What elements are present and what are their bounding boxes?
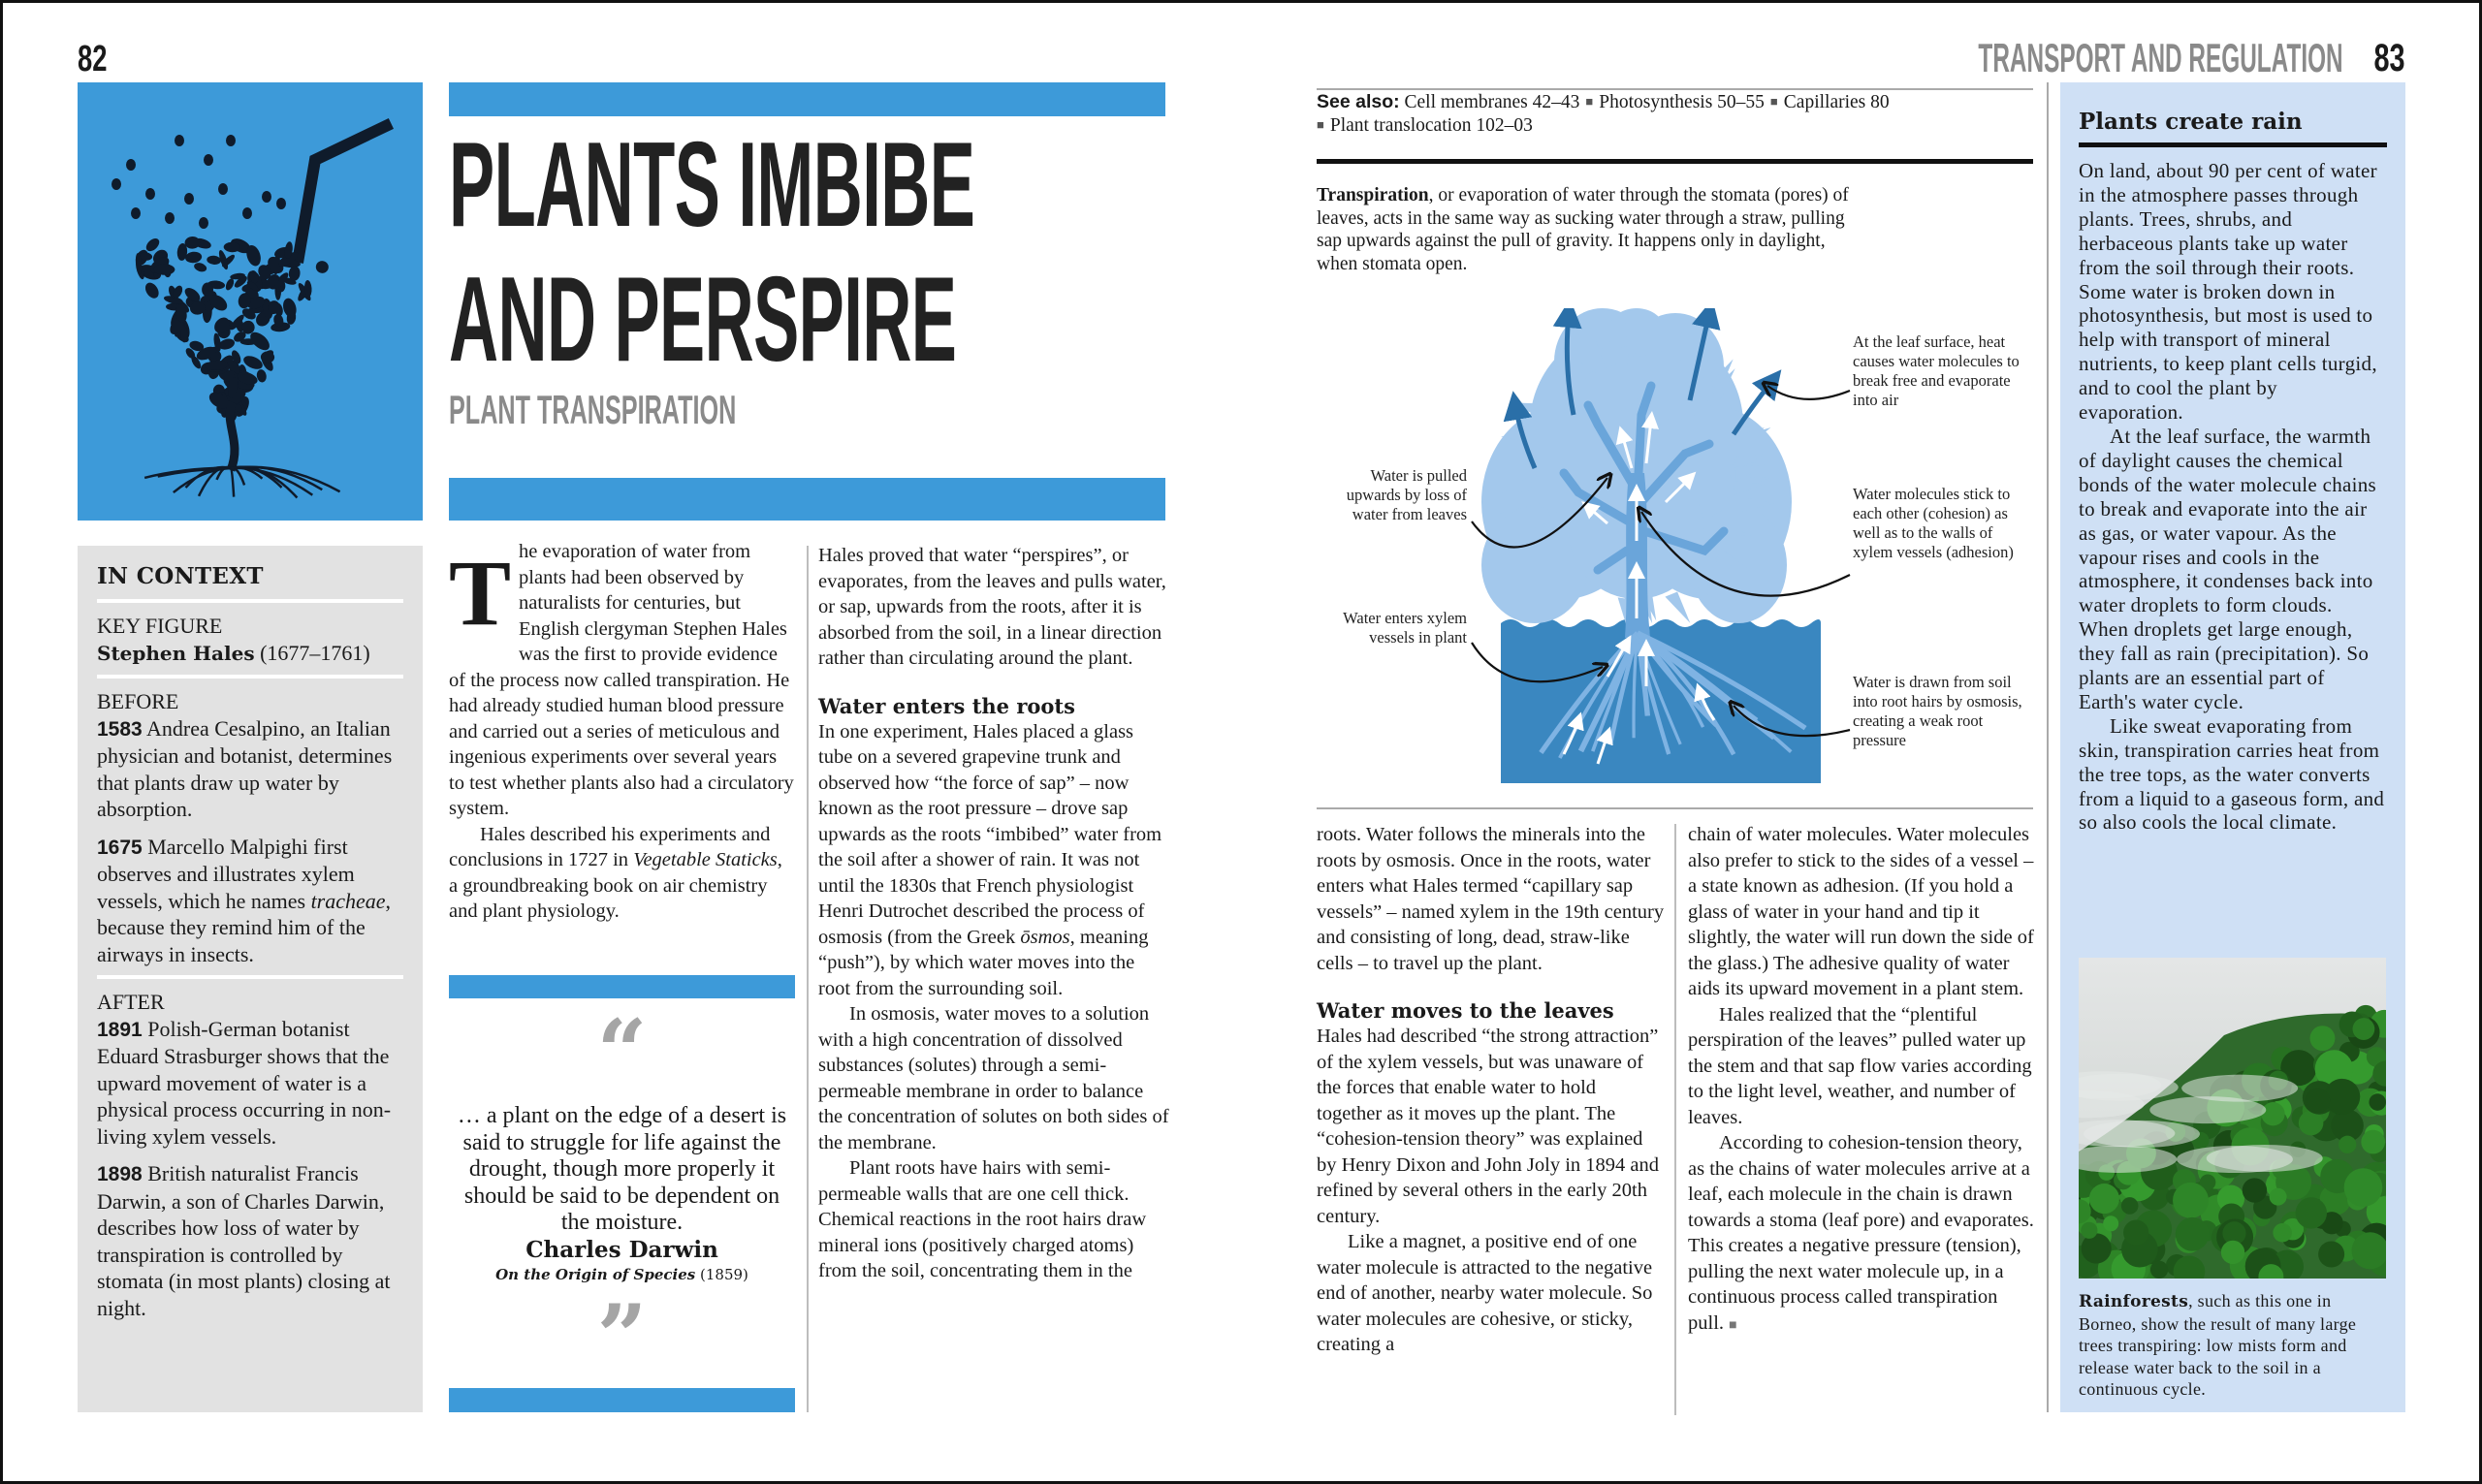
chapter-illustration (78, 82, 423, 521)
in-context-heading: IN CONTEXT (97, 563, 403, 603)
tree-crown (2310, 1026, 2336, 1051)
see-also-link[interactable]: Capillaries 80 (1783, 92, 1890, 112)
after-label: AFTER (97, 990, 165, 1014)
tree-crown (2176, 1217, 2210, 1251)
tree-crown (2089, 1184, 2119, 1214)
column-divider (807, 546, 809, 1412)
see-also-link[interactable]: Plant translocation 102–03 (1329, 115, 1533, 136)
tree-crown (2273, 1223, 2292, 1243)
timeline-item: 1898 British naturalist Francis Darwin, a son of Charles Darwin, describes how loss of water by transpiration is controlled by stomata (in most plants) closing at night. (97, 1161, 391, 1320)
quote-text: … a plant on the edge of a desert is said to struggle for life against the drought, though more properly it should be said to be dependent on the moisture. (457, 1103, 787, 1235)
key-figure-dates: (1677–1761) (254, 640, 370, 665)
droplet (262, 191, 271, 203)
text-segment: chain of water molecules. Water molecules also prefer to stick to the sides of a vessel – a state known as adhesion. (If you hold a glass of water in your hand and tip it slightly, the water will run down the side of the glass.) The adhesive quality of water aids its upward movement in a plant stem. (1688, 824, 2034, 999)
before-section (97, 688, 403, 979)
body-paragraph (818, 719, 1169, 1002)
body-paragraph (818, 1001, 1169, 1155)
straw (299, 126, 386, 257)
leaf (143, 280, 161, 300)
body-paragraph (449, 822, 795, 925)
see-also: See also: Cell membranes 42–43 ■ Photosynthesis 50–55 ■ Capillaries 80 ■ Plant translocation 102–03 (1317, 91, 1890, 136)
droplet (175, 135, 184, 146)
body-paragraph (1688, 1130, 2037, 1339)
after-section (97, 989, 403, 1321)
tree-crown (2173, 1183, 2209, 1218)
root (231, 468, 234, 497)
body-paragraph (1688, 1002, 2037, 1131)
key-figure-name: Stephen Hales (97, 641, 255, 665)
page-number-left: 82 (78, 39, 108, 79)
text-segment: Hales realized that the “plentiful perspiration of the leaves” pulled water up the stem and that sap flow varies according to the light level, weather, and number of leaves. (1688, 1003, 2032, 1128)
column-divider (1674, 824, 1676, 1415)
key-figure-label: KEY FIGURE (97, 614, 223, 638)
in-context-box (78, 546, 423, 1412)
droplet (218, 183, 228, 195)
text-segment: According to cohesion-tension theory, as the chains of water molecules arrive at a leaf, each molecule in the chain is drawn towards a stoma (leaf pore) and evaporates. This creates a negative pressure (tension), pulling the next water molecule up, in a continuous process called transpiration pull. (1688, 1132, 2034, 1334)
leaf (315, 260, 330, 274)
droplet (242, 207, 252, 219)
text-segment: Like a magnet, a positive end of one water molecule is attracted to the negative end of another, nearby water molecule. So water molecules are cohesive, or sticky, creating a (1317, 1231, 1653, 1355)
body-paragraph (1317, 822, 1666, 976)
quote-bar-top (449, 975, 795, 998)
page-title (449, 116, 1371, 254)
tree-crown (2369, 1093, 2386, 1111)
text-segment: ōsmos (1020, 926, 1070, 948)
text-segment: he evaporation of water from plants had been observed by naturalists for centuries, but English clergyman Stephen Hales was the first to provide evidence of the process now called transpiration. He had already studied human blood pressure and carried out a series of meticulous and ingenious experiments over several years to test whether plants also had a circulatory system. (449, 541, 794, 819)
text-segment: Hales described his experiments and conclusions in 1727 in (449, 823, 771, 870)
section-heading: Water enters the roots (818, 693, 1075, 718)
droplet (276, 198, 286, 209)
section-rule (1317, 159, 2033, 164)
page-subtitle: PLANT TRANSPIRATION (449, 387, 737, 432)
tree-crown (2270, 1188, 2287, 1206)
leaf (193, 262, 207, 273)
leaf (207, 255, 222, 266)
running-head: TRANSPORT AND REGULATION (1978, 35, 2343, 80)
sidebar-divider (2047, 82, 2049, 1412)
tree-crown (2261, 1102, 2284, 1125)
droplet (131, 207, 141, 219)
body-paragraph (818, 1155, 1169, 1284)
rainforest-photo (2079, 958, 2386, 1279)
tree-crown (2339, 1136, 2356, 1153)
body-column-2 (818, 543, 1169, 1284)
body-column-1 (449, 539, 795, 925)
text-segment: In osmosis, water moves to a solution with a high concentration of dissolved substances (solutes) through a semi-permeable membrane in order to balance the concentration of solutes on both sides of the membrane. (818, 1003, 1169, 1153)
label-pulled-up: Water is pulled upwards by loss of water from leaves (1346, 466, 1467, 523)
timeline-item: 1675 Marcello Malpighi first observes and illustrates xylem vessels, which he names tracheae, because they remind him of the airways in insects. (97, 834, 392, 966)
tree-crown (2353, 1018, 2375, 1040)
quote-bar-bottom (449, 1388, 795, 1412)
text-segment: roots. Water follows the minerals into the roots by osmosis. Once in the roots, water enters what Hales termed “capillary sap vessels” – named xylem in the 19th century and consisting of long, dead, straw-like cells – to travel up the plant. (1317, 824, 1665, 974)
text-segment: Hales proved that water “perspires”, or evaporates, from the leaves and pulls water, or sap, upwards from the roots, after it is absorbed from the soil, in a linear direction rather than circulating around the plant. (818, 545, 1166, 669)
timeline-item: 1583 Andrea Cesalpino, an Italian physician and botanist, determines that plants draw up water by absorption. (97, 715, 393, 821)
text-segment: Hales had described “the strong attraction” of the xylem vessels, but was unaware of the forces that enable water to hold together as it moves up the plant. The “cohesion-tension theory” was explained by Henry Dixon and John Joly in 1894 and refined by several others in the early 20th century. (1317, 1026, 1660, 1227)
see-also-link[interactable]: Cell membranes 42–43 (1404, 92, 1580, 112)
droplet (199, 217, 208, 229)
sidebar-paragraph: Like sweat evaporating from skin, transpiration carries heat from the tree tops, as the water converts from a liquid to a gaseous form, and so also cools the local climate. (2079, 713, 2385, 835)
see-also-label: See also: (1317, 91, 1400, 112)
photo-caption: Rainforests, such as this one in Borneo, show the result of many large trees transpiring: low mists form and release water back to the soil in a continuous cycle. (2079, 1291, 2357, 1399)
body-paragraph (1688, 822, 2037, 1002)
quote-source: On the Origin of Species (1859) (495, 1265, 748, 1283)
droplet (204, 154, 213, 166)
tree-crown (2305, 1089, 2330, 1114)
tree-crown (2123, 1220, 2148, 1246)
droplet (111, 178, 121, 190)
close-quote-icon: ” (596, 1284, 648, 1388)
droplet (165, 212, 175, 224)
tree-crown (2221, 1241, 2244, 1264)
quote-author: Charles Darwin (525, 1236, 718, 1263)
before-label: BEFORE (97, 689, 179, 713)
sidebar-paragraph: At the leaf surface, the warmth of daylight causes the chemical bonds of the water molecule chains to break and evaporate into the air as gas, or water vapour. As the vapour rises and cools in the atmosphere, it condenses back into water droplets to form clouds. When droplets get large enough, they fall as rain (precipitation). So plants are an essential part of Earth's water cycle. (2079, 424, 2377, 713)
droplet (145, 188, 155, 200)
column-text (1688, 822, 2037, 1339)
pointer-arrow (1767, 386, 1850, 399)
text-segment: Plant roots have hairs with semi-permeable walls that are one cell thick. Chemical reactions in the root hairs draw mineral ions (positively charged atoms) from the soil, concentrating them in the (818, 1157, 1147, 1281)
title-line-1: PLANTS IMBIBE (449, 118, 975, 252)
transpiration-diagram (1317, 308, 2034, 791)
open-quote-icon: “ (596, 1000, 648, 1103)
label-root-hairs: Water is drawn from soil into root hairs by osmosis, creating a weak root pressure (1853, 673, 2022, 749)
see-also-link[interactable]: Photosynthesis 50–55 (1599, 92, 1765, 112)
title-line-2: AND PERSPIRE (449, 253, 957, 387)
leaf (184, 251, 202, 264)
text-segment: Vegetable Staticks (633, 849, 778, 870)
column-text (818, 543, 1169, 1284)
leaf (184, 237, 200, 249)
mist (2149, 1096, 2266, 1123)
text-segment: In one experiment, Hales placed a glass tube on a severed grapevine trunk and observed how “the force of sap” – now known as the root pressure – drove sap upwards as the roots “imbibed” water from the soil after a shower of rain. It was not until the 1830s that French physiologist Henri Dutrochet described the process of osmosis (from the Greek (818, 720, 1162, 948)
timeline-item: 1891 Polish-German botanist Eduard Strasburger shows that the upward movement of water is a physical process occurring in non-living xylem vessels. (97, 1016, 392, 1149)
body-paragraph (818, 543, 1169, 672)
tree-crown (2081, 1222, 2097, 1239)
mist (2084, 1121, 2200, 1148)
section-heading: Water moves to the leaves (1317, 998, 1614, 1023)
body-column-3 (1317, 822, 1666, 1358)
drop-cap: T (449, 541, 512, 645)
tree-crown (2103, 1216, 2118, 1231)
tree-crown (2324, 1079, 2360, 1115)
tree-crown (2150, 1261, 2168, 1279)
page-number-right: 83 (2372, 37, 2404, 79)
leaf-spike (1665, 591, 1690, 622)
text-segment: , meaning “push”), by which water moves into the root from the surrounding soil. (818, 926, 1149, 999)
sidebar-text (2079, 159, 2387, 835)
label-leaf-surface: At the leaf surface, heat causes water molecules to break free and evaporate into air (1853, 332, 2020, 409)
page-title-line-2 (449, 251, 1339, 389)
title-bar-top (449, 82, 1165, 116)
body-paragraph (1317, 1229, 1666, 1358)
key-figure-section (97, 613, 403, 679)
tree-crown (2296, 1197, 2327, 1228)
tree-crown (2344, 1168, 2383, 1207)
sidebar-paragraph: On land, about 90 per cent of water in the atmosphere passes through plants. Trees, shrubs, and herbaceous plants take up water from the soil through their roots. Some water is broken down in photosynthesis, but most is used to help with transport of mineral nutrients, to keep plant cells turgid, and to cool the plant by evaporation. (2079, 159, 2377, 425)
stem (230, 402, 235, 470)
body-column-4 (1688, 822, 2037, 1339)
column-text (1317, 822, 1666, 1358)
droplet (184, 193, 194, 205)
diagram-rule (1317, 807, 2033, 809)
tree-crown (2121, 1197, 2139, 1215)
body-paragraph (1317, 1024, 1666, 1229)
droplet (226, 135, 236, 146)
text-segment: , a groundbreaking book on air chemistry and plant physiology. (449, 849, 782, 922)
diagram-caption: Transpiration, or evaporation of water through the stomata (pores) of leaves, acts in the same way as sucking water through a straw, pulling sap upwards against the pull of gravity. It happens only in daylight, when stomata open. (1317, 185, 1849, 274)
tree-crown (2243, 1178, 2267, 1202)
tree-crown (2361, 1130, 2385, 1154)
sidebar-plants-create-rain (2060, 82, 2405, 1412)
end-mark-icon: ■ (1729, 1317, 1737, 1333)
droplet (126, 159, 136, 171)
sidebar-heading: Plants create rain (2079, 108, 2387, 147)
title-bar-bottom (449, 478, 1165, 521)
leaf (224, 277, 236, 292)
tree-crown (2318, 1241, 2344, 1267)
plant-cocktail-glass-icon (78, 82, 423, 521)
label-enters-xylem: Water enters xylem vessels in plant (1343, 609, 1467, 647)
mist (2177, 1146, 2293, 1173)
pull-quote (449, 1000, 795, 1388)
label-cohesion: Water molecules stick to each other (cohesion) as well as to the walls of xylem vessels (adhesion) (1853, 485, 2014, 561)
